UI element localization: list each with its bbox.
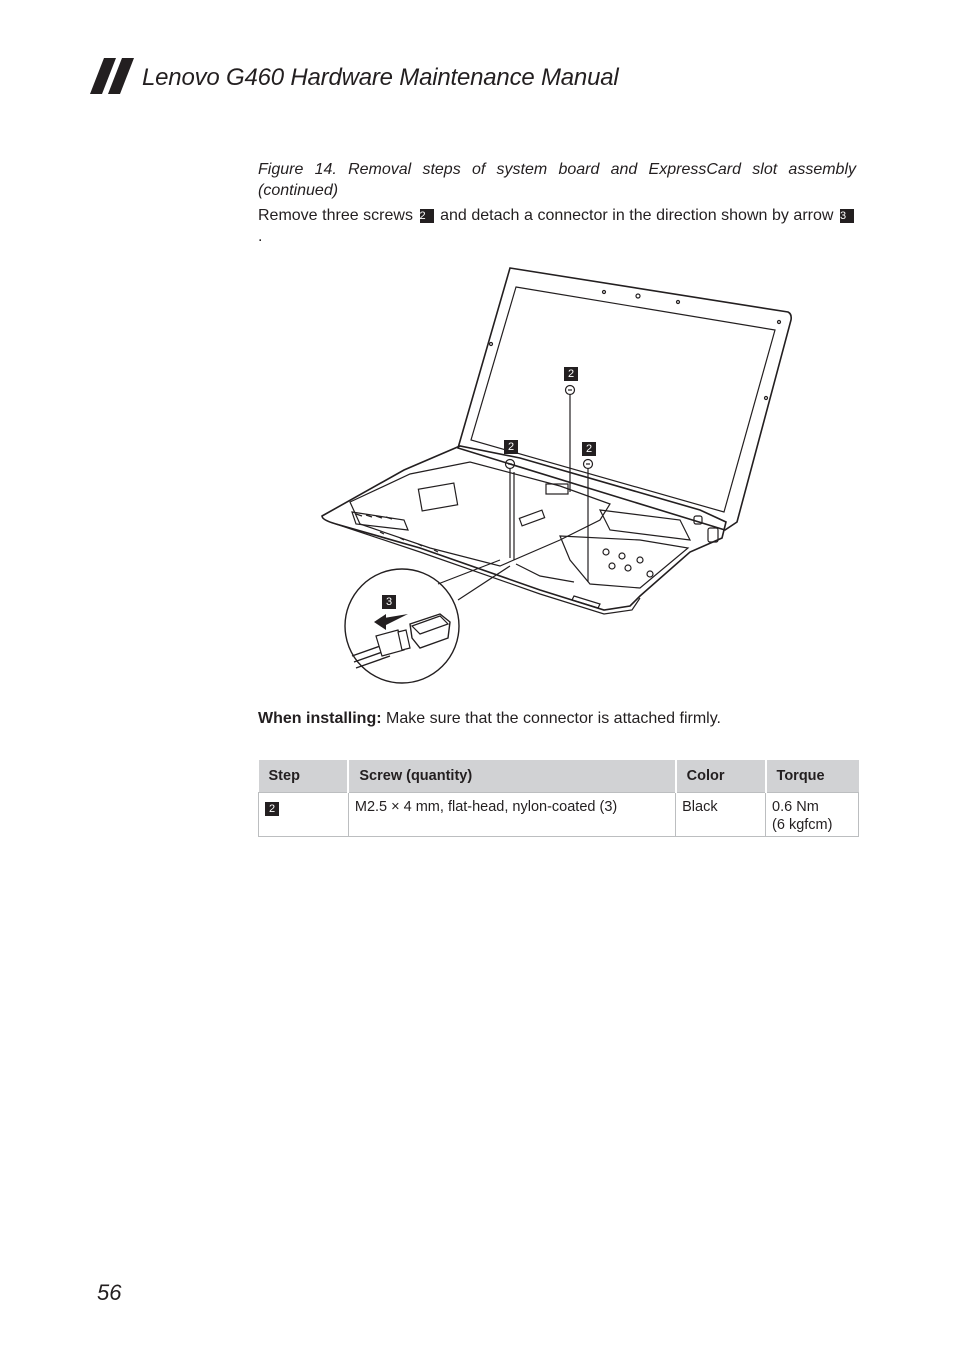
- figure-callout-badge: 2: [564, 367, 578, 381]
- column-header-step: Step: [259, 760, 349, 793]
- manual-title: Lenovo G460 Hardware Maintenance Manual: [142, 64, 619, 91]
- step-badge: 2: [265, 802, 279, 816]
- torque-value: 0.6 Nm: [772, 799, 819, 815]
- screw-icon: [566, 386, 575, 493]
- screw-icon: [506, 460, 515, 561]
- instruction-part3: .: [258, 228, 263, 245]
- column-header-screw: Screw (quantity): [348, 760, 675, 793]
- torque-value-alt: (6 kgfcm): [772, 817, 833, 833]
- instruction-text: [258, 205, 856, 247]
- figure-callout-badge: 2: [504, 440, 518, 454]
- column-header-color: Color: [676, 760, 766, 793]
- figure-callout-badge: 3: [382, 595, 396, 609]
- step-badge: 2: [420, 209, 434, 223]
- cell-color: Black: [676, 793, 766, 837]
- note-text: Make sure that the connector is attached firmly.: [386, 710, 721, 727]
- cell-step: [259, 793, 349, 837]
- instruction-part2: and detach a connector in the direction shown by arrow: [440, 207, 834, 224]
- step-badge: 3: [840, 209, 854, 223]
- table-row: [259, 793, 859, 837]
- figure-caption: Figure 14. Removal steps of system board and ExpressCard slot assembly (continued): [258, 161, 856, 199]
- instruction-part1: Remove three screws: [258, 207, 413, 224]
- installation-note: [258, 708, 856, 729]
- table-header-row: [259, 760, 859, 793]
- header-slash-logo: [90, 58, 136, 99]
- column-header-torque: Torque: [766, 760, 859, 793]
- note-label: When installing:: [258, 710, 382, 727]
- page-number: 56: [97, 1280, 122, 1305]
- cell-screw: M2.5 × 4 mm, flat-head, nylon-coated (3): [348, 793, 675, 837]
- figure-callout-badge: 2: [582, 442, 596, 456]
- cell-torque: [766, 793, 859, 837]
- laptop-illustration: [318, 262, 798, 697]
- screw-spec-table: [258, 760, 859, 837]
